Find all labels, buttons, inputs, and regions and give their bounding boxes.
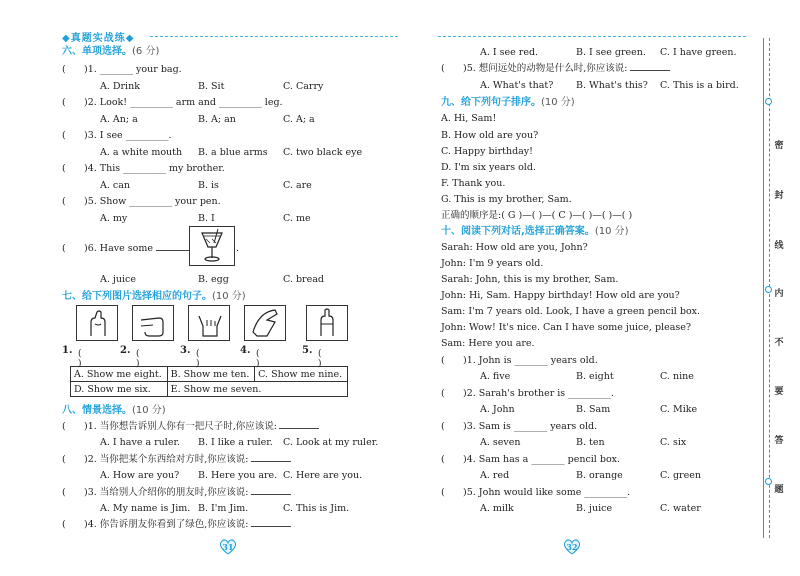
picture-number-2: 2.: [120, 345, 131, 356]
s6-q1-option-b: B. Sit: [198, 81, 225, 92]
seal-char: 不: [774, 338, 784, 348]
choice-cell: A. Show me eight.: [71, 367, 168, 382]
picture-answer-3[interactable]: ( ): [196, 349, 200, 369]
choice-cell: C. Show me nine.: [255, 367, 348, 382]
s6-q3-option-b: B. a blue arms: [198, 147, 268, 158]
hand-gesture-icon: [133, 306, 173, 340]
s8-q3-option-a: A. My name is Jim.: [100, 503, 191, 514]
question-text: )3. Sam is _______ years old.: [463, 421, 598, 432]
s8-q2: [62, 453, 291, 466]
question-text: )5. 想问远处的动物是什么时,你应该说:: [463, 63, 628, 74]
answer-paren[interactable]: (: [62, 519, 66, 530]
dialogue-line: Sarah: John, this is my brother, Sam.: [441, 274, 619, 285]
picture-number-1: 1.: [62, 345, 73, 356]
s10-q4-option-b: B. orange: [576, 470, 623, 481]
question-text: )1. _______ your bag.: [84, 64, 182, 75]
binding-hole-icon: [765, 98, 772, 105]
answer-paren[interactable]: (: [441, 421, 445, 432]
s8-q5-option-b: B. What's this?: [576, 80, 648, 91]
section10-title: 十、阅读下列对话,选择正确答案。: [441, 226, 595, 237]
question-text: )4. 你告诉朋友你看到了绿色,你应该说:: [84, 519, 249, 530]
s10-q5-option-c: C. water: [660, 503, 701, 514]
question-text: )5. John would like some _________.: [463, 487, 631, 498]
s6-q5: [62, 195, 221, 208]
dialogue-line: Sam: I'm 7 years old. Look, I have a green pencil box.: [441, 306, 701, 317]
s6-q1: [62, 63, 182, 76]
s10-q3-option-b: B. ten: [576, 437, 605, 448]
s8-q2-option-b: B. Here you are.: [198, 470, 278, 481]
s10-q5-option-b: B. juice: [576, 503, 613, 514]
juice-glass-icon: [190, 227, 234, 265]
page-number-text: 31: [222, 542, 234, 552]
answer-paren[interactable]: (: [62, 97, 66, 108]
answer-paren[interactable]: (: [441, 63, 445, 74]
s6-q6-option-a: A. juice: [100, 274, 136, 285]
seal-char: 封: [774, 191, 784, 201]
seal-line-margin: [751, 38, 793, 538]
hand-picture-1: [76, 305, 118, 341]
s6-q1-option-c: C. Carry: [283, 81, 324, 92]
section6-heading: [62, 45, 159, 58]
s10-q1-option-c: C. nine: [660, 371, 694, 382]
question-text: )1. 当你想告诉别人你有一把尺子时,你应该说:: [84, 421, 278, 432]
dialogue-line: John: I'm 9 years old.: [441, 258, 544, 269]
s6-q3-option-a: A. a white mouth: [100, 147, 183, 158]
order-answer[interactable]: 正确的顺序是:( G )—( )—( C )—( )—( )—( ): [441, 210, 633, 221]
sentence-item: C. Happy birthday!: [441, 146, 533, 157]
s6-q5-option-a: A. my: [100, 213, 128, 224]
s10-q2-option-a: A. John: [480, 404, 515, 415]
s8-q5-option-a: A. What's that?: [480, 80, 554, 91]
question-text: )5. Show _________ your pen.: [84, 196, 221, 207]
seal-char: 线: [774, 241, 784, 251]
choice-cell: D. Show me six.: [71, 382, 168, 397]
section10-points: (10 分): [594, 226, 629, 237]
answer-paren[interactable]: (: [441, 388, 445, 399]
s6-q4-option-a: A. can: [100, 180, 131, 191]
answer-paren[interactable]: (: [62, 421, 66, 432]
sentence-item: A. Hi, Sam!: [441, 113, 497, 124]
s8-q2-option-a: A. How are you?: [100, 470, 180, 481]
seal-char: 题: [774, 485, 784, 495]
s10-q2: [441, 387, 614, 400]
s8-q1: [62, 420, 319, 433]
answer-paren[interactable]: (: [62, 163, 66, 174]
choice-cell: B. Show me ten.: [167, 367, 254, 382]
sentence-item: F. Thank you.: [441, 178, 506, 189]
section9-title: 九、给下列句子排序。: [441, 97, 541, 108]
s8-q1-option-c: C. Look at my ruler.: [283, 437, 379, 448]
hand-picture-5: [306, 305, 348, 341]
section8-heading: [62, 404, 166, 417]
s6-q5-option-c: C. me: [283, 213, 311, 224]
s8-q5-option-c: C. This is a bird.: [660, 80, 739, 91]
answer-paren[interactable]: (: [62, 64, 66, 75]
answer-paren[interactable]: (: [62, 243, 66, 254]
s8-q3: [62, 486, 291, 499]
choice-cell: E. Show me seven.: [167, 382, 347, 397]
s10-q2-option-c: C. Mike: [660, 404, 698, 415]
s6-q2-option-c: C. A; a: [283, 114, 315, 125]
seal-char: 要: [774, 387, 784, 397]
s10-q4: [441, 453, 620, 466]
page-number-right: [562, 538, 582, 556]
s8-q4: [62, 518, 291, 531]
answer-blank[interactable]: [251, 518, 291, 527]
s8-q4-option-c: C. I have green.: [660, 47, 737, 58]
question-text: )4. Sam has a _______ pencil box.: [463, 454, 621, 465]
picture-answer-1[interactable]: ( ): [78, 349, 82, 369]
section6-points: (6 分): [132, 46, 160, 57]
s8-q5: [441, 62, 670, 75]
dialogue-line: John: Wow! It's nice. Can I have some juice, please?: [441, 322, 691, 333]
s8-q3-option-c: C. This is Jim.: [283, 503, 350, 514]
s10-q4-option-c: C. green: [660, 470, 701, 481]
answer-blank[interactable]: [630, 62, 670, 71]
sentence-item: G. This is my brother, Sam.: [441, 194, 572, 205]
seal-char: 内: [774, 289, 784, 299]
answer-paren[interactable]: (: [62, 196, 66, 207]
s8-q2-option-c: C. Here are you.: [283, 470, 363, 481]
juice-glass-image: [189, 226, 235, 266]
table-row: [71, 382, 348, 397]
sentence-item: D. I'm six years old.: [441, 162, 536, 173]
s10-q1: [441, 354, 598, 367]
dialogue-line: Sam: Here you are.: [441, 338, 535, 349]
sentence-item: B. How old are you?: [441, 130, 539, 141]
s6-q4-option-c: C. are: [283, 180, 312, 191]
picture-number-5: 5.: [302, 345, 313, 356]
hand-gesture-icon: [245, 306, 285, 340]
period: .: [236, 243, 240, 254]
hand-gesture-icon: [77, 306, 117, 340]
answer-paren[interactable]: (: [441, 355, 445, 366]
picture-answer-2[interactable]: ( ): [136, 349, 140, 369]
section8-title: 八、情景选择。: [62, 405, 132, 416]
question-text: )2. 当你把某个东西给对方时,你应该说:: [84, 454, 249, 465]
s10-q3-option-a: A. seven: [480, 437, 521, 448]
sentence-choices-table: [70, 366, 348, 397]
s6-q5-option-b: B. I: [198, 213, 215, 224]
s8-q4-option-a: A. I see red.: [480, 47, 539, 58]
question-text: )1. John is _______ years old.: [463, 355, 598, 366]
question-text: )3. 当给别人介绍你的朋友时,你应该说:: [84, 487, 249, 498]
s6-q4-option-b: B. is: [198, 180, 219, 191]
s6-q3-option-c: C. two black eye: [283, 147, 363, 158]
s8-q4-option-b: B. I see green.: [576, 47, 646, 58]
hand-picture-3: [188, 305, 230, 341]
s6-q6-option-b: B. egg: [198, 274, 229, 285]
section9-heading: [441, 96, 575, 109]
s10-q4-option-a: A. red: [480, 470, 510, 481]
s6-q4: [62, 162, 225, 175]
s6-q6-option-c: C. bread: [283, 274, 324, 285]
question-text: )2. Sarah's brother is _________.: [463, 388, 614, 399]
section7-title: 七、给下列图片选择相应的句子。: [62, 291, 212, 302]
answer-blank[interactable]: [279, 420, 319, 429]
s10-q5-option-a: A. milk: [480, 503, 514, 514]
question-text: )6. Have some: [84, 243, 153, 254]
s10-q1-option-b: B. eight: [576, 371, 614, 382]
s8-q3-option-b: B. I'm Jim.: [198, 503, 249, 514]
s6-q2-option-a: A. An; a: [100, 114, 138, 125]
s6-q2: [62, 96, 283, 109]
s8-q1-option-a: A. I have a ruler.: [100, 437, 180, 448]
hand-gesture-icon: [307, 306, 347, 340]
answer-blank[interactable]: [156, 242, 192, 251]
picture-answer-4[interactable]: ( ): [256, 349, 260, 369]
section6-title: 六、单项选择。: [62, 46, 132, 57]
seal-line: [763, 38, 764, 538]
banner-title: ◆真题实战练◆: [62, 33, 135, 44]
question-text: )4. This _________ my brother.: [84, 163, 225, 174]
section7-heading: [62, 290, 246, 303]
answer-paren[interactable]: (: [441, 454, 445, 465]
s10-q3: [441, 420, 597, 433]
page-number-text: 32: [566, 542, 578, 552]
answer-paren[interactable]: (: [62, 487, 66, 498]
section7-points: (10 分): [212, 291, 246, 302]
section10-heading: [441, 225, 629, 238]
answer-paren[interactable]: (: [62, 454, 66, 465]
s6-q2-option-b: B. A; an: [198, 114, 236, 125]
picture-number-3: 3.: [180, 345, 191, 356]
s10-q3-option-c: C. six: [660, 437, 687, 448]
answer-paren[interactable]: (: [441, 487, 445, 498]
s6-q3: [62, 129, 171, 142]
hand-gesture-icon: [189, 306, 229, 340]
section8-points: (10 分): [132, 405, 166, 416]
picture-number-4: 4.: [240, 345, 251, 356]
s10-q1-option-a: A. five: [480, 371, 511, 382]
hand-picture-2: [132, 305, 174, 341]
banner-divider: [150, 36, 398, 37]
s10-q5: [441, 486, 630, 499]
answer-paren[interactable]: (: [62, 130, 66, 141]
seal-char: 答: [774, 436, 784, 446]
section9-points: (10 分): [541, 97, 575, 108]
dialogue-line: Sarah: How old are you, John?: [441, 242, 588, 253]
seal-char: 密: [774, 141, 784, 151]
picture-answer-5[interactable]: ( ): [318, 349, 322, 369]
s8-q1-option-b: B. I like a ruler.: [198, 437, 273, 448]
hand-picture-4: [244, 305, 286, 341]
s6-q1-option-a: A. Drink: [100, 81, 140, 92]
page-number-left: [218, 538, 238, 556]
dialogue-line: John: Hi, Sam. Happy birthday! How old are you?: [441, 290, 680, 301]
answer-blank[interactable]: [251, 453, 291, 462]
table-row: [71, 367, 348, 382]
s10-q2-option-b: B. Sam: [576, 404, 611, 415]
question-text: )3. I see _________.: [84, 130, 172, 141]
question-text: )2. Look! _________ arm and _________ leg.: [84, 97, 283, 108]
s6-q6: [62, 242, 192, 255]
answer-blank[interactable]: [251, 486, 291, 495]
